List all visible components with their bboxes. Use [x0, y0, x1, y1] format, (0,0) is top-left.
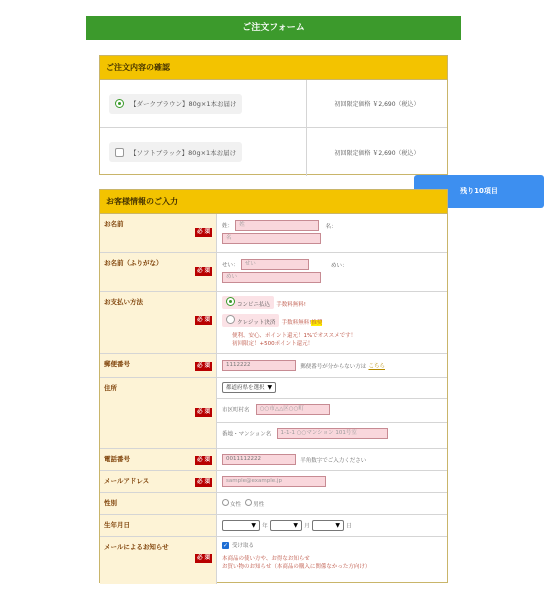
remaining-fields-badge[interactable]: 残り10項目 [414, 175, 544, 208]
phone-label: 電話番号 [104, 455, 130, 463]
birthday-row [100, 515, 447, 537]
name-value-cell [217, 214, 447, 252]
zip-row [100, 354, 447, 378]
payment-option-credit-label: クレジット決済 [237, 320, 276, 326]
prefecture-select[interactable] [222, 382, 276, 393]
form-title: ご注文フォーム [86, 16, 461, 40]
customer-section-title: お客様情報のご入力 [100, 190, 447, 214]
city-input[interactable]: ○○市△△区○○町 [256, 404, 330, 415]
payment-row [100, 292, 447, 354]
zip-value-cell [217, 354, 447, 377]
birth-day-select[interactable] [312, 520, 344, 531]
prefecture-select-value: 都道府県を選択 [226, 385, 265, 391]
order-section [99, 55, 448, 175]
name-row [100, 214, 447, 253]
radio-icon[interactable] [226, 315, 235, 324]
birthday-label: 生年月日 [104, 521, 130, 529]
required-badge: 必 須 [197, 457, 210, 463]
mei-label: 名： [325, 223, 337, 230]
address-value-cell [217, 378, 447, 448]
street-label: 番地・マンション名 [222, 431, 272, 438]
kana-mei-label: めい： [330, 262, 348, 269]
newsletter-note-1: 本商品の使い方や、お得なお知らせ [222, 556, 310, 562]
email-label-cell [100, 471, 217, 492]
year-unit: 年 [262, 523, 268, 530]
sei-input[interactable]: 姓 [235, 220, 319, 231]
newsletter-label: メールによるお知らせ [104, 543, 169, 551]
zip-label: 郵便番号 [104, 360, 130, 368]
payment-note-1: 便利、安心、ポイント還元！1%でオススメです！ [232, 333, 357, 339]
zip-note: 郵便番号が分からない方は [300, 363, 367, 370]
newsletter-note-2: お買い物のお知らせ（本商品の購入に関係なかった方向け） [222, 564, 371, 570]
phone-label-cell [100, 449, 217, 470]
phone-input[interactable]: 0011112222 [222, 454, 296, 465]
email-value-cell [217, 471, 447, 492]
product-row [100, 128, 447, 176]
sei-label: 姓： [222, 223, 234, 230]
birthday-label-cell [100, 515, 217, 536]
zip-lookup-link[interactable]: こちら [368, 363, 385, 370]
payment-label: お支払い方法 [104, 298, 143, 306]
phone-note: 半角数字でご入力ください [300, 457, 367, 464]
order-section-title: ご注文内容の確認 [100, 56, 447, 80]
product-chip[interactable] [109, 142, 242, 162]
payment-option-convenience-label: コンビニ払込 [237, 302, 271, 308]
kana-mei-input[interactable]: めい [222, 272, 321, 283]
product-price: 初回限定価格 ￥2,690（税込） [334, 149, 420, 157]
newsletter-label-cell [100, 537, 217, 584]
chevron-down-icon: ▼ [293, 522, 298, 529]
email-label: メールアドレス [104, 477, 150, 485]
checkbox-checked-icon[interactable]: ✓ [222, 541, 229, 549]
kana-value-cell [217, 253, 447, 291]
birthday-value-cell [217, 515, 447, 536]
radio-icon[interactable] [245, 499, 252, 506]
gender-female-label: 女性 [230, 502, 242, 508]
recommended-tag: 推奨 [311, 320, 323, 326]
payment-value-cell [217, 292, 447, 353]
gender-label: 性別 [104, 499, 117, 507]
gender-value-cell [217, 493, 447, 514]
newsletter-value-cell [217, 537, 447, 584]
chevron-down-icon: ▼ [267, 384, 273, 391]
phone-row [100, 449, 447, 471]
product-name: 【ソフトブラック】80g×1本お届け [130, 148, 237, 157]
month-unit: 月 [304, 523, 310, 530]
radio-selected-icon[interactable] [115, 99, 124, 108]
required-badge: 必 須 [197, 229, 210, 235]
required-badge: 必 須 [197, 479, 210, 485]
newsletter-row [100, 537, 447, 584]
email-row [100, 471, 447, 493]
kana-label: お名前（ふりがな） [104, 259, 163, 267]
payment-option-credit[interactable] [222, 314, 279, 327]
kana-sei-input[interactable]: せい [241, 259, 309, 270]
name-label: お名前 [104, 220, 124, 228]
address-label-cell [100, 378, 217, 448]
required-badge: 必 須 [197, 409, 210, 415]
gender-label-cell [100, 493, 217, 514]
birth-year-select[interactable] [222, 520, 260, 531]
zip-input[interactable]: 1112222 [222, 360, 296, 371]
payment-note-2: 初回限定！+500ポイント還元！ [232, 341, 314, 347]
product-row [100, 80, 447, 128]
payment-option-convenience[interactable] [222, 296, 274, 309]
kana-label-cell [100, 253, 217, 291]
newsletter-checkbox-label: 受け取る [232, 543, 255, 549]
zip-label-cell [100, 354, 217, 377]
radio-selected-icon[interactable] [226, 297, 235, 306]
product-name: 【ダークブラウン】80g×1本お届け [130, 100, 237, 108]
kana-row [100, 253, 447, 292]
product-price: 初回限定価格 ￥2,690（税込） [334, 101, 420, 108]
gender-male-label: 男性 [253, 502, 265, 508]
customer-section [99, 189, 448, 583]
gender-row [100, 493, 447, 515]
address-label: 住所 [104, 384, 117, 392]
mei-input[interactable]: 名 [222, 233, 321, 244]
radio-icon[interactable] [222, 499, 229, 506]
required-badge: 必 須 [197, 268, 210, 274]
day-unit: 日 [346, 523, 352, 530]
payment-fee-note: 手数料無料! [281, 320, 312, 326]
city-label: 市区町村名 [222, 407, 250, 414]
product-option-2[interactable] [100, 128, 307, 176]
chevron-down-icon: ▼ [251, 522, 256, 529]
name-label-cell [100, 214, 217, 252]
payment-fee-note: 手数料無料! [276, 302, 306, 308]
required-badge: 必 須 [197, 555, 210, 561]
address-row [100, 378, 447, 449]
payment-label-cell [100, 292, 217, 353]
kana-sei-label: せい： [222, 262, 239, 269]
street-input[interactable]: 1-1-1 ○○マンション 101号室 [277, 428, 388, 439]
checkbox-icon[interactable] [115, 148, 124, 157]
phone-value-cell [217, 449, 447, 470]
product-chip[interactable] [109, 94, 242, 114]
product-option-1[interactable] [100, 80, 307, 127]
birth-month-select[interactable] [270, 520, 302, 531]
email-input[interactable]: sample@example.jp [222, 476, 326, 487]
required-badge: 必 須 [197, 317, 210, 323]
required-badge: 必 須 [197, 363, 210, 369]
chevron-down-icon: ▼ [335, 522, 340, 529]
